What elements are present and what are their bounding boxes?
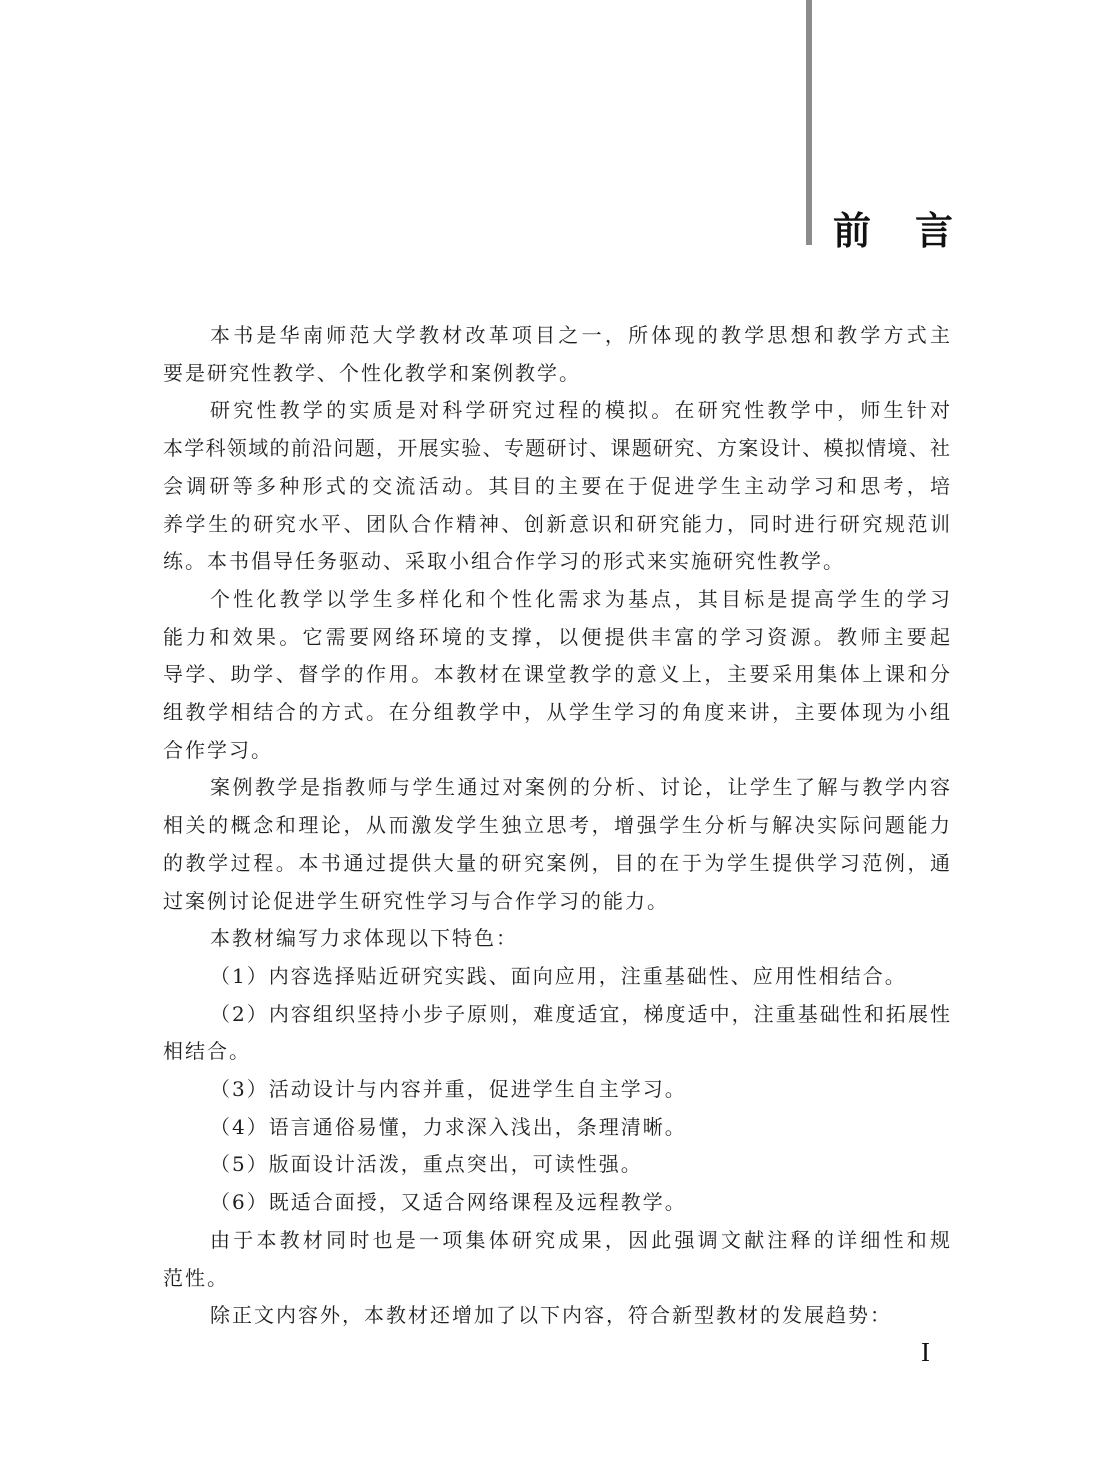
chapter-title: 前言	[833, 208, 998, 253]
chapter-side-bar	[806, 0, 812, 245]
paragraph-line: 由于本教材同时也是一项集体研究成果，因此强调文献注释的详细性和规	[210, 1228, 950, 1252]
paragraph-line: 案例教学是指教师与学生通过对案例的分析、讨论，让学生了解与教学内容	[210, 775, 950, 799]
paragraph-line: 导学、助学、督学的作用。本教材在课堂教学的意义上，主要采用集体上课和分	[163, 662, 950, 686]
paragraph-line: 能力和效果。它需要网络环境的支撑，以便提供丰富的学习资源。教师主要起	[163, 625, 950, 649]
paragraph-line: 要是研究性教学、个性化教学和案例教学。	[163, 361, 581, 385]
paragraph-line: 个性化教学以学生多样化和个性化需求为基点，其目标是提高学生的学习	[210, 587, 950, 611]
page-number: I	[921, 1337, 930, 1367]
paragraph-line: （3）活动设计与内容并重，促进学生自主学习。	[210, 1077, 687, 1101]
paragraph-line: （5）版面设计活泼，重点突出，可读性强。	[210, 1152, 643, 1176]
paragraph-line: （1）内容选择贴近研究实践、面向应用，注重基础性、应用性相结合。	[210, 964, 907, 988]
paragraph-line: 会调研等多种形式的交流活动。其目的主要在于促进学生主动学习和思考，培	[163, 474, 950, 498]
paragraph-line: 过案例讨论促进学生研究性学习与合作学习的能力。	[163, 889, 669, 913]
paragraph-line: （6）既适合面授，又适合网络课程及远程教学。	[210, 1190, 687, 1214]
paragraph-line: （4）语言通俗易懂，力求深入浅出，条理清晰。	[210, 1115, 687, 1139]
paragraph-line: 的教学过程。本书通过提供大量的研究案例，目的在于为学生提供学习范例，通	[163, 851, 950, 875]
paragraph-line: 相关的概念和理论，从而激发学生独立思考，增强学生分析与解决实际问题能力	[163, 813, 950, 837]
paragraph-line: 除正文内容外，本教材还增加了以下内容，符合新型教材的发展趋势：	[210, 1303, 892, 1327]
paragraph-line: 养学生的研究水平、团队合作精神、创新意识和研究能力，同时进行研究规范训	[163, 512, 950, 536]
paragraph-line: （2）内容组织坚持小步子原则，难度适宜，梯度适中，注重基础性和拓展性	[210, 1002, 950, 1026]
paragraph-line: 研究性教学的实质是对科学研究过程的模拟。在研究性教学中，师生针对	[210, 398, 950, 422]
paragraph-line: 练。本书倡导任务驱动、采取小组合作学习的形式来实施研究性教学。	[163, 549, 845, 573]
paragraph-line: 本学科领域的前沿问题，开展实验、专题研讨、课题研究、方案设计、模拟情境、社	[163, 436, 950, 460]
paragraph-line: 合作学习。	[163, 738, 273, 762]
paragraph-line: 相结合。	[163, 1039, 251, 1063]
paragraph-line: 组教学相结合的方式。在分组教学中，从学生学习的角度来讲，主要体现为小组	[163, 700, 950, 724]
paragraph-line: 本教材编写力求体现以下特色：	[210, 926, 518, 950]
paragraph-line: 本书是华南师范大学教材改革项目之一，所体现的教学思想和教学方式主	[210, 323, 950, 347]
paragraph-line: 范性。	[163, 1266, 229, 1290]
